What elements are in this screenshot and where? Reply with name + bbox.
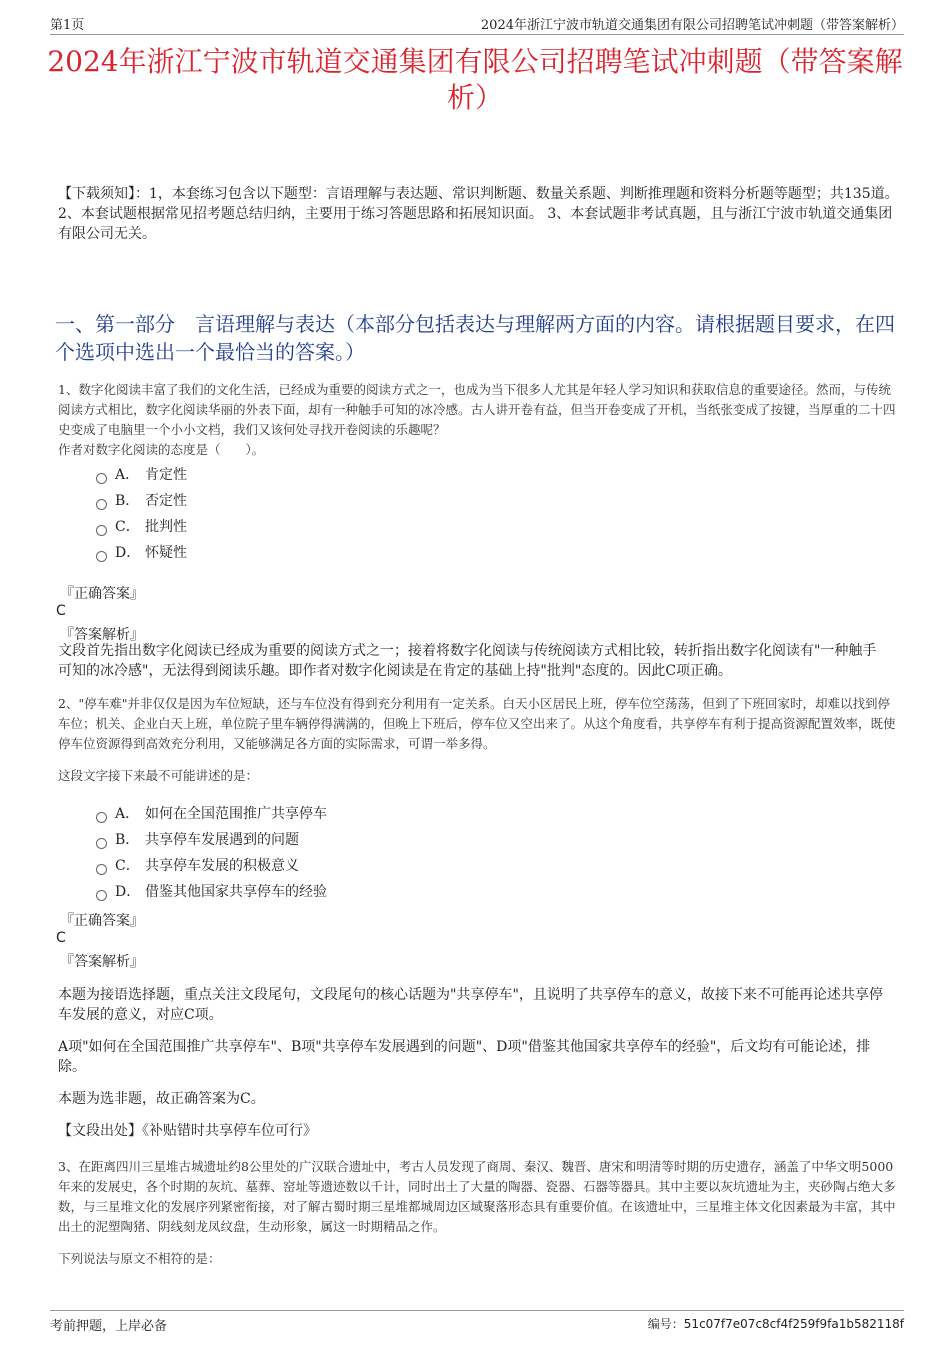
question-stem-text: 1、数字化阅读丰富了我们的文化生活，已经成为重要的阅读方式之一，也成为当下很多人尤其是年轻人学习知识和获取信息的重要途径。然而，与传统阅读方式相比，数字化阅读华丽的外表下面，却有一种触手可知的冰冷感。古人讲开卷有益，但当开卷变成了开机，当纸张变成了按键，当厚重的二十四史变成了电脑里一个小小文档，我们又该何处寻找开卷阅读的乐趣呢？ [58,382,896,437]
option-d[interactable]: D． 怀疑性 [96,540,187,566]
radio-icon[interactable] [96,551,107,562]
radio-icon[interactable] [96,473,107,484]
answer-analysis [58,985,890,1153]
radio-icon[interactable] [96,812,107,823]
answer-analysis: 文段首先指出数字化阅读已经成为重要的阅读方式之一；接着将数字化阅读与传统阅读方式相比较，转折指出数字化阅读有"一种触手可知的冰冷感"，无法得到阅读乐趣。即作者对数字化阅读是在肯定的基础上持"批判"态度的。因此C项正确。 [58,643,877,679]
question-ask: 作者对数字化阅读的态度是（ ）。 [58,442,265,457]
document-title: 2024年浙江宁波市轨道交通集团有限公司招聘笔试冲刺题（带答案解析） [47,45,903,114]
analysis-paragraph: A项"如何在全国范围推广共享停车"、B项"共享停车发展遇到的问题"、D项"借鉴其他国家共享停车的经验"，后文均有可能论述，排除。 [58,1039,871,1075]
analysis-paragraph: 本题为选非题，故正确答案为C。 [58,1091,265,1107]
radio-icon[interactable] [96,890,107,901]
radio-icon[interactable] [96,864,107,875]
question-ask: 下列说法与原文不相符的是： [58,1251,221,1266]
question-1-stem [58,380,902,460]
footer-slogan: 考前押题，上岸必备 [50,1319,168,1334]
page-footer [50,1310,904,1334]
question-stem-text: 3、在距离四川三星堆古城遗址约8公里处的广汉联合遗址中，考古人员发现了商周、秦汉、魏晋、唐宋和明清等时期的历史遗存，涵盖了中华文明5000年来的发展史，各个时期的灰坑、墓葬、窑址等遗迹数以千计，同时出土了大量的陶器、瓷器、石器等器具。其中主要以灰坑遗址为主，夹砂陶占绝大多数，与三星堆文化的发展序列紧密衔接，对了解古蜀时期三星堆都城周边区域聚落形态具有重要价值。在该遗址中，三星堆主体文化因素最为丰富，其中出土的泥塑陶猪、阴线刻龙凤纹盘，生动形象，属这一时期精品之作。 [58,1159,896,1234]
correct-answer-label: 『正确答案』 [60,586,144,602]
page-header [50,14,904,35]
radio-icon[interactable] [96,838,107,849]
radio-icon[interactable] [96,499,107,510]
correct-answer: C [56,930,66,946]
question-ask: 这段文字接下来最不可能讲述的是： [58,768,259,783]
question-3-stem [58,1157,902,1269]
question-stem-text: 2、"停车难"并非仅仅是因为车位短缺，还与车位没有得到充分利用有一定关系。白天小区居民上班，停车位空荡荡，但到了下班回家时，却难以找到停车位；机关、企业白天上班，单位院子里车辆停得满满的，但晚上下班后，停车位又空出来了。从这个角度看，共享停车有利于提高资源配置效率，既使停车位资源得到高效充分利用，又能够满足各方面的实际需求，可谓一举多得。 [58,696,896,751]
question-2-stem [58,694,902,786]
header-doc-title: 2024年浙江宁波市轨道交通集团有限公司招聘笔试冲刺题（带答案解析） [480,18,904,33]
page-number: 第1页 [50,18,85,33]
document-code: 编号：51c07f7e07c8cf4f259f9fa1b582118f [647,1317,904,1331]
section-heading: 一、第一部分 言语理解与表达（本部分包括表达与理解两方面的内容。请根据题目要求，在四个选项中选出一个最恰当的答案。） [55,312,895,364]
analysis-label: 『答案解析』 [60,627,144,643]
option-c[interactable]: C． 批判性 [96,514,187,540]
source-citation: 【文段出处】《补贴错时共享停车位可行》 [58,1123,317,1139]
option-a[interactable]: A． 如何在全国范围推广共享停车 [96,801,327,827]
question-2-options [96,801,327,905]
correct-answer-label: 『正确答案』 [60,913,144,929]
correct-answer: C [56,603,66,619]
option-d[interactable]: D． 借鉴其他国家共享停车的经验 [96,879,327,905]
analysis-label: 『答案解析』 [60,954,144,970]
radio-icon[interactable] [96,525,107,536]
option-b[interactable]: B． 共享停车发展遇到的问题 [96,827,327,853]
option-a[interactable]: A． 肯定性 [96,462,187,488]
download-notice: 【下载须知】：1，本套练习包含以下题型：言语理解与表达题、常识判断题、数量关系题、判断推理题和资料分析题等题型；共135道。 2、本套试题根据常见招考题总结归纳，主要用于练习答题思路和拓展知识面。 3、本套试题非考试真题，且与浙江宁波市轨道交通集团有限公司无关。 [58,186,899,242]
option-c[interactable]: C． 共享停车发展的积极意义 [96,853,327,879]
question-1-options [96,462,187,566]
option-b[interactable]: B． 否定性 [96,488,187,514]
analysis-paragraph: 本题为接语选择题，重点关注文段尾句，文段尾句的核心话题为"共享停车"，且说明了共享停车的意义，故接下来不可能再论述共享停车发展的意义，对应C项。 [58,987,883,1023]
